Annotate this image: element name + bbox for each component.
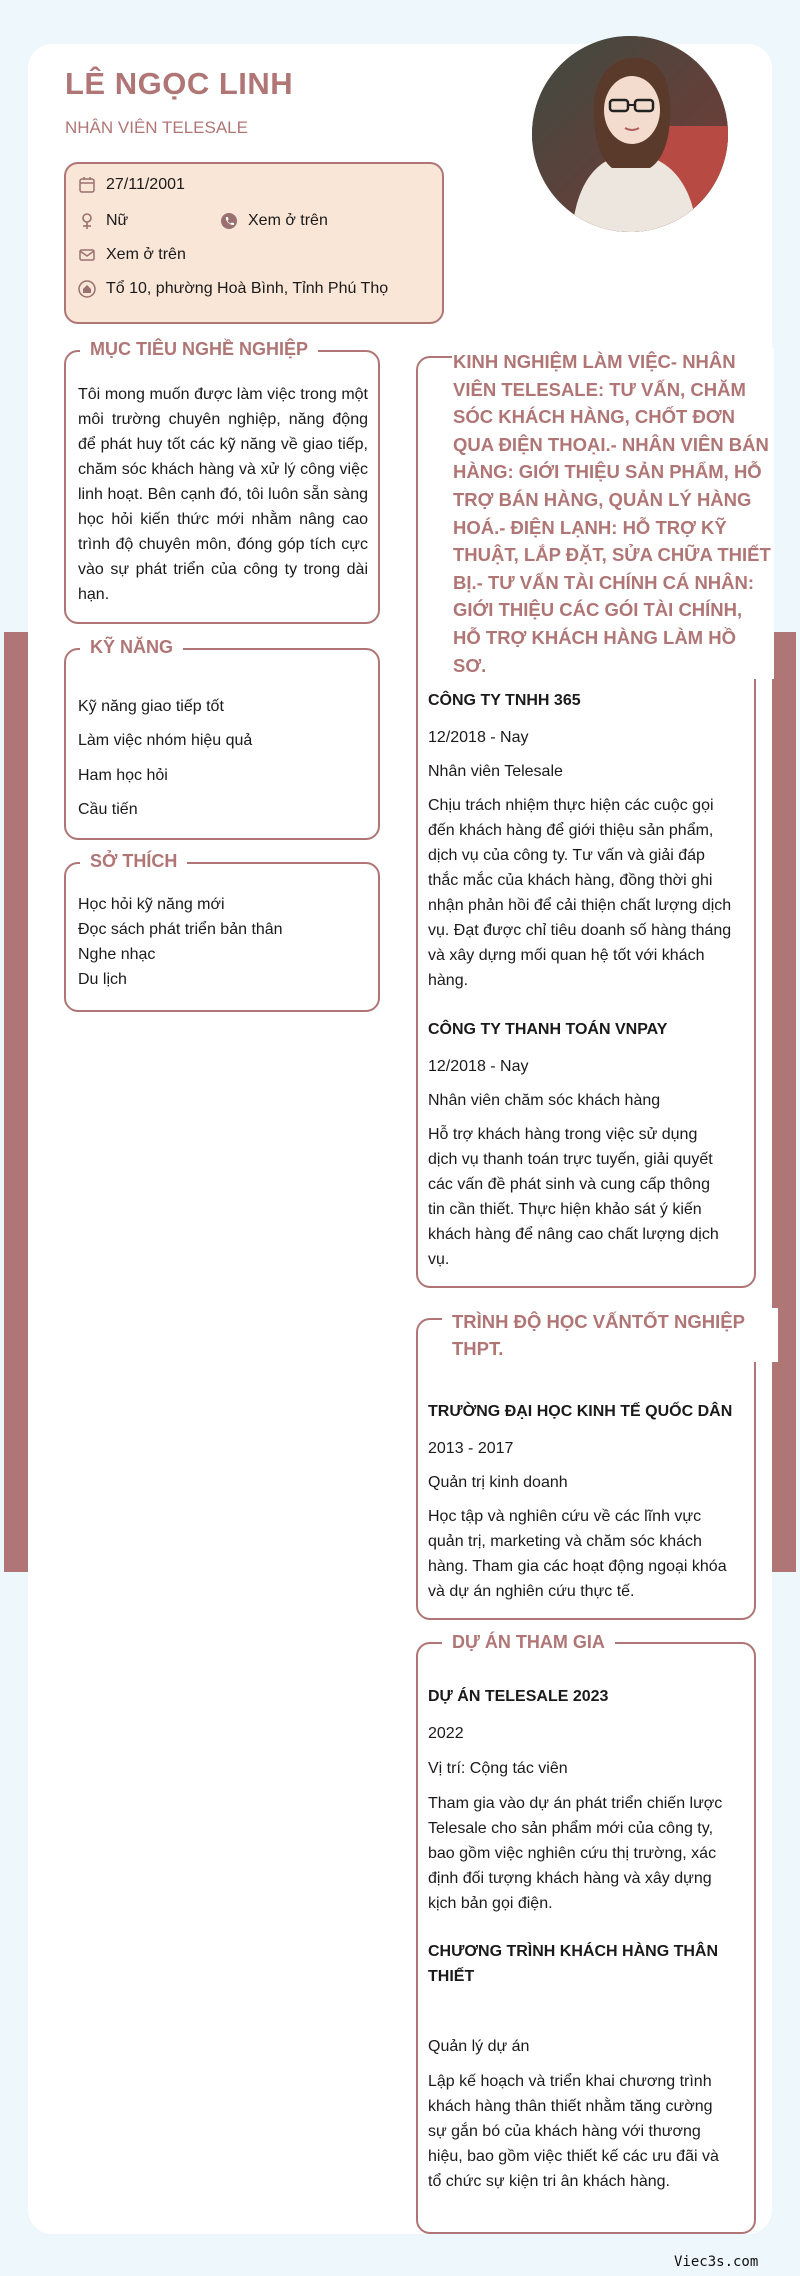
address-row: [78, 280, 388, 298]
gender-icon: [78, 212, 96, 230]
objective-text: Tôi mong muốn được làm việc trong một môi trường chuyên nghiệp, năng động để phát huy tốt các kỹ năng về giao tiếp, chăm sóc khách hàng và xử lý công việc linh hoạt. Bên cạnh đó, tôi luôn sẵn sàng học hỏi kiến thức mới nhằm nâng cao trình độ chuyên môn, đóng góp tích cực vào sự phát triển của công ty trong dài hạn.: [78, 386, 368, 603]
education-description: Học tập và nghiên cứu về các lĩnh vực quản trị, marketing và chăm sóc khách hàng. Tham gia các hoạt động ngoại khóa và dự án nghiên cứu thực tế.: [428, 1508, 727, 1600]
job-period: 12/2018 - Nay: [428, 1058, 529, 1075]
education-school: TRƯỜNG ĐẠI HỌC KINH TẾ QUỐC DÂN: [428, 1403, 733, 1420]
job-period: 12/2018 - Nay: [428, 729, 529, 746]
job-description: Chịu trách nhiệm thực hiện các cuộc gọi đến khách hàng để giới thiệu sản phẩm, dịch vụ của công ty. Tư vấn và giải đáp thắc mắc của khách hàng, đồng thời ghi nhận phản hồi để cải thiện chất lượng dịch vụ. Đạt được chỉ tiêu doanh số hàng tháng và xây dựng mối quan hệ tốt với khách hàng.: [428, 797, 732, 989]
job-company: CÔNG TY THANH TOÁN VNPAY: [428, 1021, 668, 1038]
skill-item: Ham học hỏi: [78, 767, 168, 784]
job-title: NHÂN VIÊN TELESALE: [65, 118, 248, 137]
gender-value: Nữ: [106, 212, 129, 229]
project-name: CHƯƠNG TRÌNH KHÁCH HÀNG THÂN THIẾT: [428, 1943, 719, 1985]
email-row: [78, 246, 186, 264]
avatar-photo: [532, 36, 728, 232]
objective-title: MỤC TIÊU NGHỀ NGHIỆP: [80, 339, 318, 360]
address-value: Tổ 10, phường Hoà Bình, Tỉnh Phú Thọ: [106, 280, 389, 297]
project-role: Quản lý dự án: [428, 2038, 530, 2055]
job-position: Nhân viên Telesale: [428, 763, 563, 780]
project-role: Vị trí: Cộng tác viên: [428, 1760, 568, 1777]
skills-title: KỸ NĂNG: [80, 637, 183, 658]
skill-item: Kỹ năng giao tiếp tốt: [78, 698, 224, 715]
education-title: TRÌNH ĐỘ HỌC VẤNTỐT NGHIỆP THPT.: [442, 1308, 778, 1362]
hobby-item: Đọc sách phát triển bản thân: [78, 921, 283, 938]
job-company: CÔNG TY TNHH 365: [428, 692, 581, 709]
contact-info-box: [64, 162, 444, 324]
phone-icon: [220, 212, 238, 230]
hobby-item: Du lịch: [78, 971, 127, 988]
home-icon: [78, 280, 96, 298]
projects-title: DỰ ÁN THAM GIA: [442, 1632, 615, 1653]
avatar: [532, 36, 728, 232]
hobbies-title: SỞ THÍCH: [80, 851, 187, 872]
email-value: Xem ở trên: [106, 246, 186, 263]
skill-item: Cầu tiến: [78, 801, 138, 818]
project-description: Tham gia vào dự án phát triển chiến lược Telesale cho sản phẩm mới của công ty, bao gồm việc nghiên cứu thị trường, xác định đối tượng khách hàng và xây dựng kịch bản gọi điện.: [428, 1795, 723, 1912]
mail-icon: [78, 246, 96, 264]
birthday-value: 27/11/2001: [106, 176, 185, 193]
experience-title: KINH NGHIỆM LÀM VIỆC- NHÂN VIÊN TELESALE: TƯ VẤN, CHĂM SÓC KHÁCH HÀNG, CHỐT ĐƠN QUA ĐIỆN THOẠI.- NHÂN VIÊN BÁN HÀNG: GIỚI THIỆU SẢN PHẨM, HỖ TRỢ BÁN HÀNG, QUẢN LÝ HÀNG HOÁ.- ĐIỆN LẠNH: HỖ TRỢ KỸ THUẬT, LẮP ĐẶT, SỬA CHỮA THIẾT BỊ.- TƯ VẤN TÀI CHÍNH CÁ NHÂN: GIỚI THIỆU CÁC GÓI TÀI CHÍNH, HỖ TRỢ KHÁCH HÀNG LÀM HỒ SƠ.: [452, 348, 774, 679]
project-name: DỰ ÁN TELESALE 2023: [428, 1688, 609, 1705]
birthday-row: [78, 176, 185, 194]
gender-row: [78, 212, 128, 230]
education-major: Quản trị kinh doanh: [428, 1474, 568, 1491]
project-year: 2022: [428, 1725, 464, 1742]
project-description: Lập kế hoạch và triển khai chương trình khách hàng thân thiết nhằm tăng cường sự gắn bó của khách hàng với thương hiệu, bao gồm việc thiết kế các ưu đãi và tổ chức sự kiện tri ân khách hàng.: [428, 2073, 719, 2190]
calendar-icon: [78, 176, 96, 194]
hobby-item: Học hỏi kỹ năng mới: [78, 896, 225, 913]
education-period: 2013 - 2017: [428, 1440, 514, 1457]
job-position: Nhân viên chăm sóc khách hàng: [428, 1092, 661, 1109]
skill-item: Làm việc nhóm hiệu quả: [78, 732, 253, 749]
watermark: Viec3s.com: [674, 2254, 759, 2270]
phone-row: [220, 212, 328, 230]
hobby-item: Nghe nhạc: [78, 946, 156, 963]
phone-value: Xem ở trên: [248, 212, 328, 229]
job-description: Hỗ trợ khách hàng trong việc sử dụng dịch vụ thanh toán trực tuyến, giải quyết các vấn đề phát sinh và cung cấp thông tin cần thiết. Thực hiện khảo sát ý kiến khách hàng để nâng cao chất lượng dịch vụ.: [428, 1126, 719, 1268]
candidate-name: LÊ NGỌC LINH: [65, 66, 294, 101]
